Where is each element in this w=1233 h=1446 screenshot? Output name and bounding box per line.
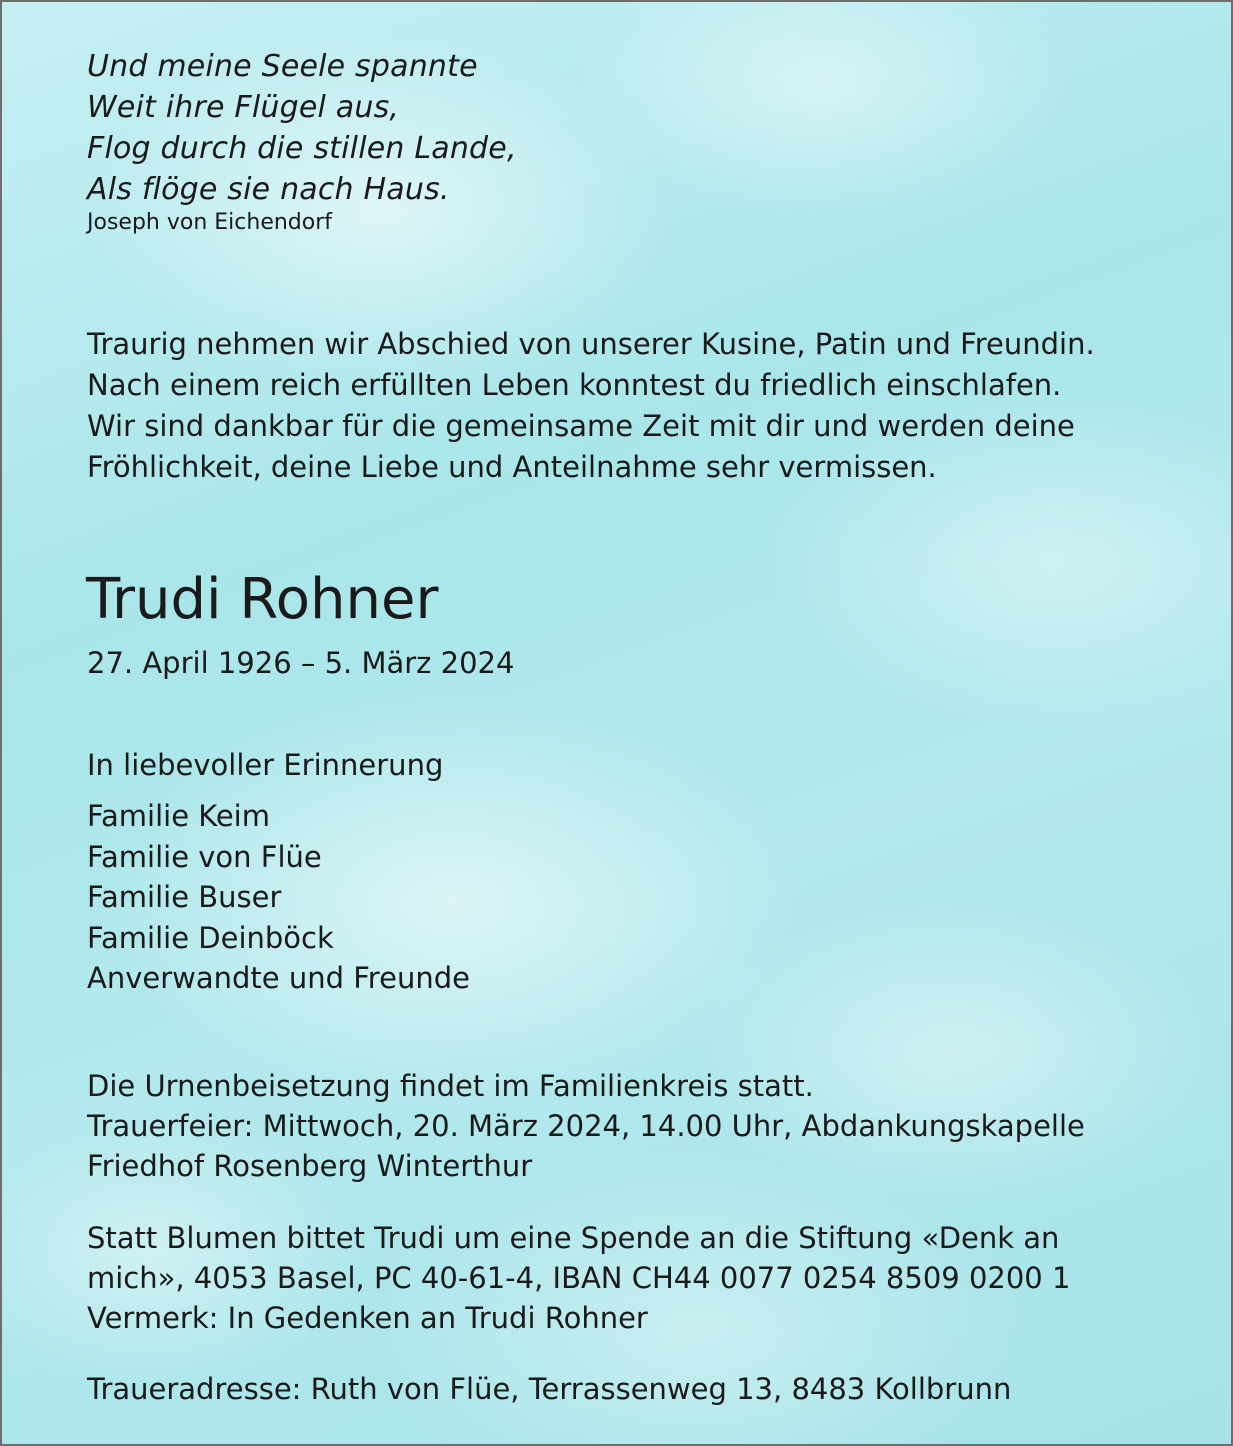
farewell-line: Traurig nehmen wir Abschied von unserer Kusine, Patin und Freundin.	[87, 327, 1095, 361]
poem-line: Und meine Seele spannte	[87, 49, 478, 84]
mourner-list	[87, 796, 470, 999]
mourner-name: Anverwandte und Freunde	[87, 961, 470, 995]
donation-info	[87, 1218, 1070, 1338]
service-info	[87, 1066, 1085, 1186]
life-dates: 27. April 1926 – 5. März 2024	[87, 646, 515, 680]
service-line: Friedhof Rosenberg Winterthur	[87, 1149, 533, 1183]
donation-line: mich», 4053 Basel, PC 40-61-4, IBAN CH44 0077 0254 8509 0200 1	[87, 1261, 1071, 1295]
service-line: Trauerfeier: Mittwoch, 20. März 2024, 14.00 Uhr, Abdankungskapelle	[87, 1109, 1085, 1143]
memory-heading: In liebevoller Erinnerung	[87, 748, 444, 782]
donation-line: Statt Blumen bittet Trudi um eine Spende an die Stiftung «Denk an	[87, 1221, 1060, 1255]
poem-line: Flog durch die stillen Lande,	[87, 131, 517, 166]
mourning-address: Traueradresse: Ruth von Flüe, Terrassenweg 13, 8483 Kollbrunn	[87, 1372, 1012, 1406]
donation-line: Vermerk: In Gedenken an Trudi Rohner	[87, 1301, 648, 1335]
service-line: Die Urnenbeisetzung findet im Familienkreis statt.	[87, 1069, 814, 1103]
mourner-name: Familie Buser	[87, 880, 282, 914]
mourner-name: Familie von Flüe	[87, 839, 322, 874]
farewell-line: Wir sind dankbar für die gemeinsame Zeit mit dir und werden deine	[87, 409, 1075, 443]
mourner-name: Familie Deinböck	[87, 920, 334, 955]
farewell-text	[87, 324, 1095, 488]
farewell-line: Fröhlichkeit, deine Liebe und Anteilnahme sehr vermissen.	[87, 450, 937, 484]
poem	[87, 46, 517, 210]
farewell-line: Nach einem reich erfüllten Leben konntest du friedlich einschlafen.	[87, 368, 1062, 402]
poem-line: Als flöge sie nach Haus.	[87, 172, 450, 207]
mourner-name: Familie Keim	[87, 799, 270, 833]
poem-line: Weit ihre Flügel aus,	[87, 90, 400, 125]
deceased-name: Trudi Rohner	[86, 567, 439, 632]
poem-author: Joseph von Eichendorf	[87, 210, 333, 235]
